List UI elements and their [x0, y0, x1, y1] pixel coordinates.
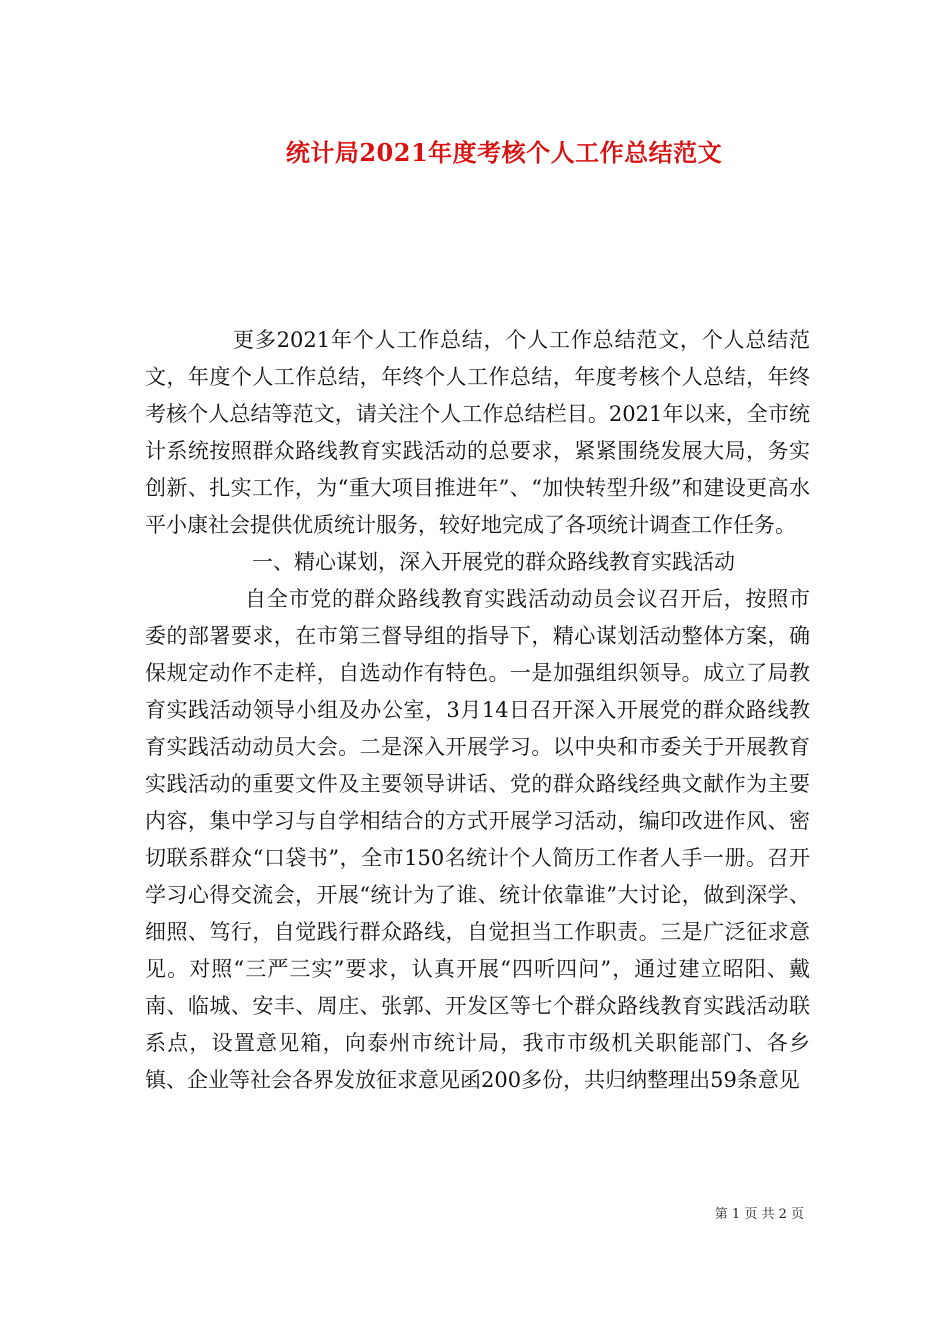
document-title: 统计局2021年度考核个人工作总结范文	[285, 138, 723, 167]
intro-paragraph: 更多2021年个人工作总结，个人工作总结范文，个人总结范文，年度个人工作总结，年终个人工作总结，年度考核个人总结，年终考核个人总结等范文，请关注个人工作总结栏目。2021年以来，全市统计系统按照群众路线教育实践活动的总要求，紧紧围绕发展大局，务实创新、扎实工作，为“重大项目推进年”、“加快转型升级”和建设更高水平小康社会提供优质统计服务，较好地完成了各项统计调查工作任务。	[145, 328, 810, 537]
page-number: 第 1 页 共 2 页	[714, 1207, 804, 1222]
document-body	[145, 322, 810, 1099]
section-paragraph: 自全市党的群众路线教育实践活动动员会议召开后，按照市委的部署要求，在市第三督导组的指导下，精心谋划活动整体方案，确保规定动作不走样，自选动作有特色。一是加强组织领导。成立了局教育实践活动领导小组及办公室，3月14日召开深入开展党的群众路线教育实践活动动员大会。二是深入开展学习。以中央和市委关于开展教育实践活动的重要文件及主要领导讲话、党的群众路线经典文献作为主要内容，集中学习与自学相结合的方式开展学习活动，编印改进作风、密切联系群众“口袋书”，全市150名统计个人简历工作者人手一册。召开学习心得交流会，开展“统计为了谁、统计依靠谁”大讨论，做到深学、细照、笃行，自觉践行群众路线，自觉担当工作职责。三是广泛征求意见。对照“三严三实”要求，认真开展“四听四问”，通过建立昭阳、戴南、临城、安丰、周庄、张郭、开发区等七个群众路线教育实践活动联系点，设置意见箱，向泰州市统计局，我市市级机关职能部门、各乡镇、企业等社会各界发放征求意见函200多份，共归纳整理出59条意见	[145, 587, 810, 1092]
section-heading: 一、精心谋划，深入开展党的群众路线教育实践活动	[252, 550, 735, 574]
